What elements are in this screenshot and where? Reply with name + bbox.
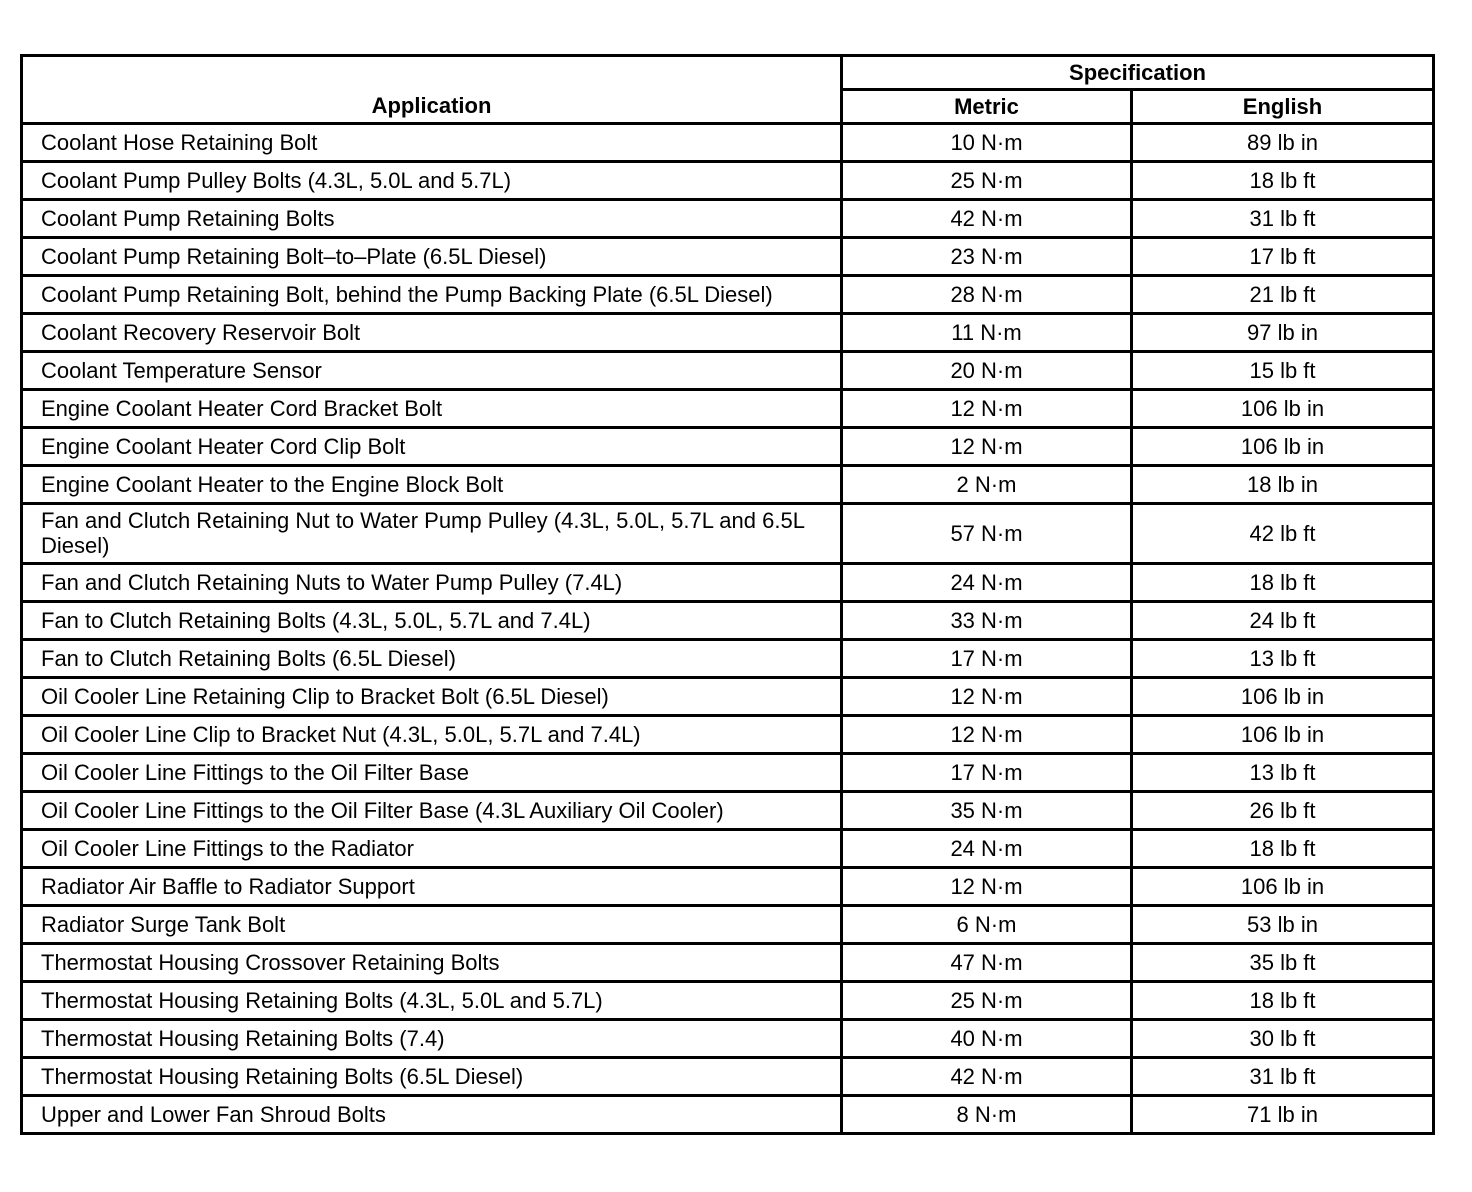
table-row — [22, 352, 1434, 390]
cell-english: 31 lb ft — [1132, 1058, 1434, 1096]
cell-application: Engine Coolant Heater to the Engine Block Bolt — [22, 466, 842, 504]
cell-metric: 12 N·m — [842, 868, 1132, 906]
cell-english: 31 lb ft — [1132, 200, 1434, 238]
table-row — [22, 678, 1434, 716]
cell-english: 17 lb ft — [1132, 238, 1434, 276]
cell-application: Oil Cooler Line Fittings to the Oil Filter Base (4.3L Auxiliary Oil Cooler) — [22, 792, 842, 830]
cell-application: Coolant Recovery Reservoir Bolt — [22, 314, 842, 352]
table-row — [22, 792, 1434, 830]
table-row — [22, 314, 1434, 352]
cell-english: 106 lb in — [1132, 868, 1434, 906]
cell-application: Coolant Hose Retaining Bolt — [22, 124, 842, 162]
cell-metric: 25 N·m — [842, 162, 1132, 200]
cell-application: Radiator Surge Tank Bolt — [22, 906, 842, 944]
cell-application: Oil Cooler Line Fittings to the Oil Filter Base — [22, 754, 842, 792]
cell-application: Thermostat Housing Retaining Bolts (6.5L Diesel) — [22, 1058, 842, 1096]
cell-english: 18 lb ft — [1132, 564, 1434, 602]
cell-application: Coolant Pump Retaining Bolt–to–Plate (6.5L Diesel) — [22, 238, 842, 276]
cell-metric: 12 N·m — [842, 390, 1132, 428]
cell-english: 71 lb in — [1132, 1096, 1434, 1134]
table-row — [22, 428, 1434, 466]
cell-metric: 42 N·m — [842, 1058, 1132, 1096]
cell-english: 53 lb in — [1132, 906, 1434, 944]
table-row — [22, 124, 1434, 162]
cell-english: 18 lb ft — [1132, 830, 1434, 868]
cell-metric: 12 N·m — [842, 428, 1132, 466]
cell-application: Oil Cooler Line Retaining Clip to Bracket Bolt (6.5L Diesel) — [22, 678, 842, 716]
table-row — [22, 640, 1434, 678]
cell-metric: 42 N·m — [842, 200, 1132, 238]
cell-metric: 40 N·m — [842, 1020, 1132, 1058]
cell-metric: 20 N·m — [842, 352, 1132, 390]
table-row — [22, 1096, 1434, 1134]
cell-application: Coolant Pump Retaining Bolts — [22, 200, 842, 238]
cell-english: 24 lb ft — [1132, 602, 1434, 640]
cell-english: 106 lb in — [1132, 428, 1434, 466]
cell-application: Engine Coolant Heater Cord Bracket Bolt — [22, 390, 842, 428]
cell-application: Radiator Air Baffle to Radiator Support — [22, 868, 842, 906]
table-row — [22, 276, 1434, 314]
column-header-english: English — [1132, 90, 1434, 124]
cell-metric: 6 N·m — [842, 906, 1132, 944]
cell-english: 13 lb ft — [1132, 754, 1434, 792]
cell-english: 106 lb in — [1132, 390, 1434, 428]
table-row — [22, 868, 1434, 906]
cell-metric: 24 N·m — [842, 830, 1132, 868]
cell-application: Coolant Pump Retaining Bolt, behind the Pump Backing Plate (6.5L Diesel) — [22, 276, 842, 314]
cell-metric: 17 N·m — [842, 640, 1132, 678]
cell-metric: 47 N·m — [842, 944, 1132, 982]
cell-english: 35 lb ft — [1132, 944, 1434, 982]
cell-application: Fan and Clutch Retaining Nuts to Water Pump Pulley (7.4L) — [22, 564, 842, 602]
cell-english: 106 lb in — [1132, 716, 1434, 754]
table-row — [22, 1020, 1434, 1058]
table-row — [22, 564, 1434, 602]
cell-metric: 24 N·m — [842, 564, 1132, 602]
table-row — [22, 466, 1434, 504]
cell-english: 89 lb in — [1132, 124, 1434, 162]
cell-application: Oil Cooler Line Fittings to the Radiator — [22, 830, 842, 868]
cell-english: 18 lb ft — [1132, 982, 1434, 1020]
table-header — [22, 56, 1434, 124]
column-header-specification: Specification — [842, 56, 1434, 90]
column-header-application: Application — [22, 56, 842, 124]
table-body — [22, 124, 1434, 1134]
cell-metric: 11 N·m — [842, 314, 1132, 352]
cell-metric: 12 N·m — [842, 678, 1132, 716]
table-row — [22, 982, 1434, 1020]
cell-application: Fan and Clutch Retaining Nut to Water Pump Pulley (4.3L, 5.0L, 5.7L and 6.5L Diesel) — [22, 504, 842, 564]
cell-application: Fan to Clutch Retaining Bolts (6.5L Diesel) — [22, 640, 842, 678]
table-row — [22, 390, 1434, 428]
cell-application: Thermostat Housing Retaining Bolts (4.3L, 5.0L and 5.7L) — [22, 982, 842, 1020]
column-header-metric: Metric — [842, 90, 1132, 124]
cell-application: Thermostat Housing Crossover Retaining Bolts — [22, 944, 842, 982]
cell-metric: 10 N·m — [842, 124, 1132, 162]
cell-metric: 57 N·m — [842, 504, 1132, 564]
fastener-specification-table — [20, 54, 1435, 1135]
cell-application: Thermostat Housing Retaining Bolts (7.4) — [22, 1020, 842, 1058]
table-row — [22, 944, 1434, 982]
table-row — [22, 906, 1434, 944]
cell-application: Coolant Pump Pulley Bolts (4.3L, 5.0L and 5.7L) — [22, 162, 842, 200]
cell-english: 30 lb ft — [1132, 1020, 1434, 1058]
cell-metric: 12 N·m — [842, 716, 1132, 754]
cell-application: Upper and Lower Fan Shroud Bolts — [22, 1096, 842, 1134]
cell-metric: 23 N·m — [842, 238, 1132, 276]
cell-english: 97 lb in — [1132, 314, 1434, 352]
cell-application: Fan to Clutch Retaining Bolts (4.3L, 5.0L, 5.7L and 7.4L) — [22, 602, 842, 640]
cell-english: 106 lb in — [1132, 678, 1434, 716]
cell-metric: 17 N·m — [842, 754, 1132, 792]
cell-english: 18 lb ft — [1132, 162, 1434, 200]
table-row — [22, 830, 1434, 868]
table-row — [22, 1058, 1434, 1096]
cell-metric: 35 N·m — [842, 792, 1132, 830]
table-row — [22, 162, 1434, 200]
table-row — [22, 238, 1434, 276]
cell-english: 13 lb ft — [1132, 640, 1434, 678]
header-row-top — [22, 56, 1434, 90]
cell-english: 15 lb ft — [1132, 352, 1434, 390]
cell-english: 26 lb ft — [1132, 792, 1434, 830]
cell-english: 21 lb ft — [1132, 276, 1434, 314]
cell-metric: 2 N·m — [842, 466, 1132, 504]
cell-metric: 8 N·m — [842, 1096, 1132, 1134]
cell-metric: 25 N·m — [842, 982, 1132, 1020]
cell-application: Engine Coolant Heater Cord Clip Bolt — [22, 428, 842, 466]
table-row — [22, 602, 1434, 640]
table-row — [22, 200, 1434, 238]
table-row — [22, 754, 1434, 792]
table-row — [22, 716, 1434, 754]
cell-application: Coolant Temperature Sensor — [22, 352, 842, 390]
table-row — [22, 504, 1434, 564]
cell-metric: 28 N·m — [842, 276, 1132, 314]
cell-metric: 33 N·m — [842, 602, 1132, 640]
cell-application: Oil Cooler Line Clip to Bracket Nut (4.3L, 5.0L, 5.7L and 7.4L) — [22, 716, 842, 754]
cell-english: 18 lb in — [1132, 466, 1434, 504]
cell-english: 42 lb ft — [1132, 504, 1434, 564]
